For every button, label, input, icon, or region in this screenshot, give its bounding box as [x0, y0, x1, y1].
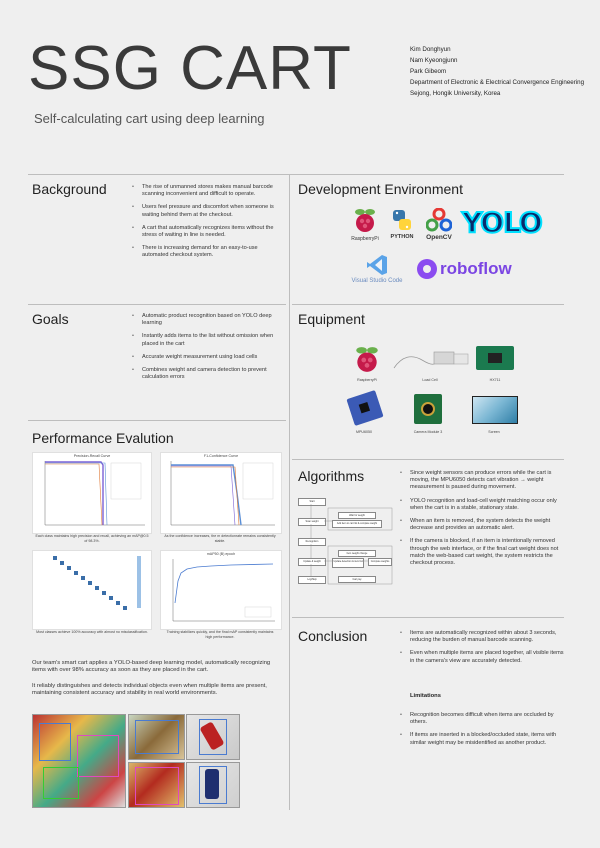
roboflow-logo	[416, 258, 512, 280]
raspberry-pi-logo	[346, 208, 384, 242]
opencv-logo	[422, 208, 456, 241]
list-item: • Automatic product recognition based on YOLO deep learning	[132, 313, 284, 327]
list-item: • If the camera is blocked, if an item is intentionally removed through the web interface, or if the final cart weight does not match the web-based cart weight, the system restricts the checkout process.	[400, 538, 564, 567]
algorithms-heading: Algorithms	[298, 468, 365, 484]
chart-caption: As the confidence increases, the m detectionrate remains consistently stable.	[164, 534, 276, 543]
divider	[28, 304, 286, 305]
algorithms-list	[400, 470, 564, 573]
equipment-label: Camera Module 3	[413, 430, 443, 434]
flow-step: Update detection & item list	[332, 558, 364, 568]
equipment-label: MPU6050	[356, 430, 372, 434]
flow-step: Log/Skip	[298, 576, 326, 584]
logo-label: RaspberryPi	[351, 236, 379, 242]
affiliation: Sejong, Hongik University, Korea	[410, 90, 501, 97]
equipment-label: Screen	[488, 430, 500, 434]
list-item: • When an item is removed, the system detects the weight decrease and provides an automatic alert.	[400, 518, 564, 532]
chart-caption: Most classes achieve 100% accuracy with almost no misclassification.	[36, 630, 148, 634]
equipment-label: RaspberryPi	[357, 378, 377, 382]
opencv-icon	[426, 208, 452, 232]
flow-step: Cart pay	[338, 576, 376, 583]
raspberry-pi-device	[354, 346, 380, 379]
list-item: • Instantly adds items to the list without omission when placed in the cart	[132, 333, 284, 347]
dev-env-heading: Development Environment	[298, 181, 463, 197]
chart-caption: Each class maintains high precision and recall, achieving an mAP@0.5 of 98.3%.	[35, 534, 149, 543]
performance-paragraph: Our team's smart cart applies a YOLO-based deep learning model, automatically recognizing items with over 98% accuracy as soon as they are placed in the cart.	[32, 660, 271, 674]
equipment-label: Load Cell	[422, 378, 438, 382]
author-block	[410, 44, 584, 99]
author-name: Kim Donghyun	[410, 46, 451, 53]
conclusion-heading: Conclusion	[298, 628, 368, 644]
chart-caption: Training stabilizes quickly, and the final mAP consistently maintains high performance.	[166, 630, 274, 639]
logo-label: roboflow	[440, 259, 512, 278]
list-item: • Users feel pressure and discomfort when someone is waiting behind them at the checkout.	[132, 204, 284, 218]
list-item: • The rise of unmanned stores makes manual barcode scanning inconvenient and difficult to operate.	[132, 184, 284, 198]
camera-module	[414, 394, 442, 424]
list-item: • There is increasing demand for an easy-to-use automated checkout system.	[132, 245, 284, 259]
flow-step: Update & weight	[298, 558, 326, 566]
list-item: • YOLO recognition and load-cell weight matching occur only when the cart is in a stable, stationary state.	[400, 498, 564, 512]
vscode-icon	[366, 254, 388, 276]
conclusion-list	[400, 630, 564, 671]
affiliation: Department of Electronic & Electrical Convergence Engineering	[410, 79, 585, 86]
load-cell-device	[392, 348, 470, 379]
flow-step: Scan weight	[298, 518, 326, 526]
list-item: • Accurate weight measurement using load cells	[132, 354, 284, 361]
logo-label: OpenCV	[426, 234, 452, 241]
divider	[28, 420, 286, 421]
list-item: • A cart that automatically recognizes items without the stress of waiting in line is needed.	[132, 225, 284, 239]
hx711-board	[476, 346, 514, 370]
chart-title: Precision-Recall Curve	[73, 454, 111, 458]
divider	[292, 617, 564, 618]
flow-step: Wait for weight	[338, 512, 376, 519]
detection-photo	[186, 714, 240, 760]
equipment-label: HX711	[489, 378, 501, 382]
logo-label: Visual Studio Code	[351, 278, 403, 284]
goals-heading: Goals	[32, 311, 69, 327]
divider	[289, 174, 290, 810]
divider	[292, 304, 564, 305]
performance-paragraph: It reliably distinguishes and detects individual objects even when multiple items are present, maintaining consistent accuracy and stability in real world environments.	[32, 683, 267, 697]
flow-step: Compare weights	[368, 558, 392, 566]
author-name: Park Gibeom	[410, 68, 447, 75]
detection-photo	[128, 714, 185, 760]
background-list	[132, 184, 284, 266]
flow-step: Add item to cart list & compare weight	[332, 520, 382, 528]
confusion-matrix-chart	[32, 550, 152, 630]
load-cell-icon	[392, 348, 470, 374]
chart-title: mAP50 (B) epoch	[206, 552, 236, 556]
screen-device	[472, 396, 518, 424]
divider	[292, 459, 564, 460]
chart-title: F1-Confidence Curve	[203, 454, 239, 458]
algorithm-flowchart	[294, 496, 396, 586]
pr-curve-chart	[32, 452, 152, 534]
flow-step: Recognition	[298, 538, 326, 546]
camera-lens-icon	[421, 402, 435, 416]
mpu6050-board	[346, 390, 383, 426]
list-item: • Recognition becomes difficult when items are occluded by others.	[400, 712, 564, 726]
equipment-heading: Equipment	[298, 311, 365, 327]
list-item: • Since weight sensors can produce errors while the cart is moving, the MPU6050 detects cart vibration → weight measurement is paused during movement.	[400, 470, 564, 492]
map50-chart	[160, 550, 282, 630]
goals-list	[132, 313, 284, 387]
yolo-logo: YOLO	[462, 206, 542, 239]
raspberry-icon	[353, 208, 377, 234]
performance-heading: Performance Evalution	[32, 430, 174, 446]
list-item: • Combines weight and camera detection to prevent calculation errors	[132, 367, 284, 381]
flow-step: Start	[298, 498, 326, 506]
logo-label: PYTHON	[390, 234, 414, 240]
chip-icon	[488, 353, 502, 363]
chip-icon	[359, 402, 370, 413]
divider	[28, 174, 564, 175]
flow-step: Item weight change	[338, 550, 376, 557]
author-name: Nam Kyeongjunn	[410, 57, 458, 64]
detection-photo	[32, 714, 126, 808]
detection-photo	[186, 762, 240, 808]
f1-curve-chart	[160, 452, 282, 534]
list-item: • If items are inserted in a blocked/occluded state, items with similar weight may be misidentified as another product.	[400, 732, 564, 746]
python-logo	[386, 208, 418, 240]
python-icon	[390, 208, 414, 232]
detection-photo	[128, 762, 185, 808]
background-heading: Background	[32, 181, 107, 197]
poster-title: SSG CART	[28, 34, 352, 103]
raspberry-icon	[354, 346, 380, 374]
list-item: • Even when multiple items are placed together, all visible items in the camera's view are accurately detected.	[400, 650, 564, 664]
roboflow-icon	[416, 258, 438, 280]
limitations-list	[400, 712, 564, 753]
vscode-logo	[344, 254, 410, 284]
list-item: • Items are automatically recognized within about 3 seconds, reducing the burden of manual barcode scanning.	[400, 630, 564, 644]
poster-subtitle: Self-calculating cart using deep learning	[34, 111, 265, 126]
limitations-label: Limitations	[410, 693, 441, 699]
